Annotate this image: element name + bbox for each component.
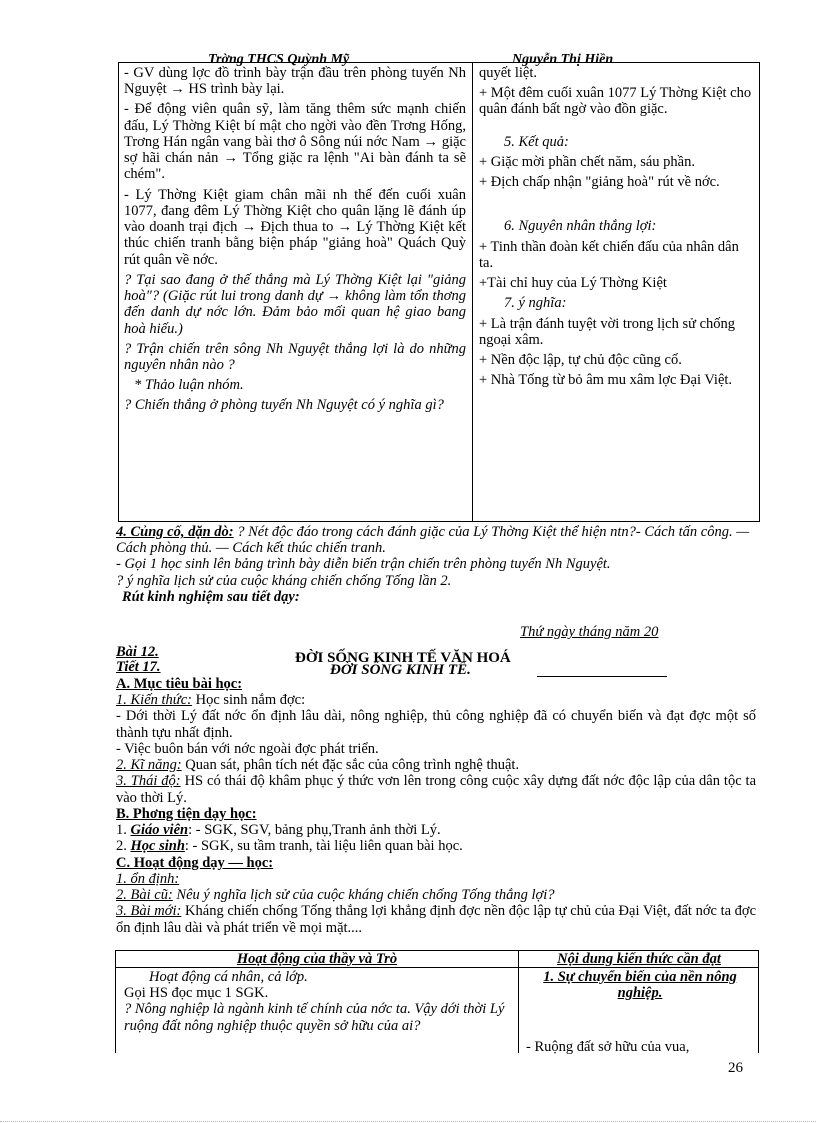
knowledge-text: Học sinh nắm đợc: xyxy=(195,692,306,709)
table-text: Hoạt động cá nhân, cả lớp. xyxy=(149,969,308,985)
consolidation-section xyxy=(116,524,756,605)
lesson-title: ĐỜI SỐNG KINH TẾ VĂN HOÁ xyxy=(295,650,511,666)
right-paragraph: + Địch chấp nhận "giảng hoà" rút về nớc. xyxy=(479,174,720,191)
objectives-section: A. Mục tiêu bài học: 1. Kiến thức: Học sinh nắm đợc: - Dới thời Lý đất nớc ổn định lâu dài, nông nghiệp, thủ công nghiệp đã có chuyển biến và đạt đợc một số thành tựu nhất định. - Việc buôn bán với nớc ngoài đợc phát triển. 2. Kĩ năng: Quan sát, phân tích nét đặc sắc của công trình nghệ thuật. 3. Thái độ: HS có thái độ khâm phục ý thức vơn lên trong công cuộc xây dựng đất nớc độc lập của dân tộc ta vào thời Lý. B. Phơng tiện dạy học: 1. Giáo viên: - SGK, SGV, bảng phụ,Tranh ảnh thời Lý. 2. Học sinh: - SGK, su tầm tranh, tài liệu liên quan bài học. C. Hoạt động dạy — học: 1. ổn định: 2. Bài cũ: Nêu ý nghĩa lịch sử của cuộc kháng chiến chống Tống thắng lợi? 3. Bài mới: Kháng chiến chống Tống thắng lợi khẳng định đợc nền độc lập tự chủ của Đại Việt, đất nớc ta đợc ổn định lâu dài và phát triển về mọi mặt.... xyxy=(116,676,757,936)
col-header-activities: Hoạt động của thầy và Trò xyxy=(236,951,398,967)
right-paragraph: + Nhà Tống từ bỏ âm mu xâm lợc Đại Việt. xyxy=(479,372,733,389)
right-paragraph: + Giặc mời phần chết năm, sáu phần. xyxy=(479,153,695,170)
consolidation-label: 4. Củng cố, dặn dò: xyxy=(116,524,234,540)
activities-heading: C. Hoạt động dạy — học: xyxy=(116,854,274,871)
knowledge-item: - Dới thời Lý đất nớc ổn định lâu dài, nông nghiệp, thủ công nghiệp đã có chuyển biến và đạt đợc một số thành tựu nhất định. xyxy=(116,708,756,741)
continued-lesson-table xyxy=(118,62,760,522)
meaning-heading: 7. ý nghĩa: xyxy=(504,295,567,312)
new-lesson-text: Kháng chiến chống Tống thắng lợi khẳng định đợc nền độc lập tự chủ của Đại Việt, đất nớc ta đợc ổn định lâu dài và phát triển về mọi mặt.... xyxy=(116,903,757,936)
consolidation-text: ? Nét độc đáo trong cách đánh giặc của Lý Thờng Kiệt thể hiện ntn?- Cách tấn công. — Cách phòng thủ. — Cách kết thúc chiến tranh. xyxy=(116,524,750,557)
teacher-label: Giáo viên xyxy=(130,822,189,839)
activity-stabilize: 1. ổn định: xyxy=(116,870,180,887)
teacher-name: Nguyễn Thị Hiền xyxy=(512,52,614,67)
right-paragraph: + Một đêm cuối xuân 1077 Lý Thờng Kiệt cho quân đánh bất ngờ vào đồn giặc. xyxy=(479,85,752,118)
knowledge-label: 1. Kiến thức: xyxy=(116,692,192,709)
left-paragraph: ? Tại sao đang ở thế thắng mà Lý Thờng Kiệt lại "giảng hoà"? (Giặc rút lui trong danh dự → không làm tổn thơng đến danh dự nớc lớn. Đảm bảo mối quan hệ giao bang hoà hiếu.) xyxy=(124,271,466,337)
means-heading: B. Phơng tiện dạy học: xyxy=(116,805,257,822)
table-text: - Ruộng đất sở hữu của vua, xyxy=(526,1039,690,1056)
attitude-text: HS có thái độ khâm phục ý thức vơn lên trong công cuộc xây dựng đất nớc độc lập của dân tộc ta vào thời Lý. xyxy=(116,773,757,806)
left-paragraph: - Lý Thờng Kiệt giam chân mãi nh thế đến cuối xuân 1077, đang đêm Lý Thờng Kiệt cho quân lặng lẽ đánh úp vào doanh trại địch → Địch thua to → Lý Thờng Kiệt kết thúc chiến tranh bằng biện pháp "giảng hoà" Quách Quỳ rút quân về nớc. xyxy=(124,186,466,268)
consolidation-line: ? ý nghĩa lịch sử của cuộc kháng chiến chống Tống lần 2. xyxy=(116,572,452,589)
experience-heading: Rút kinh nghiệm sau tiết dạy: xyxy=(122,588,300,605)
table-left-cell xyxy=(124,969,514,1034)
left-paragraph: - Để động viên quân sỹ, làm tăng thêm sức mạnh chiến đấu, Lý Thờng Kiệt bí mật cho ngời vào đền Trơng Hống, Trơng Hán ngân vang bài thơ ô Sông núi nớc Nam → giặc sợ hãi chán nản → Tổng giặc ra lệnh "Ai bàn đánh ta sẽ chém". xyxy=(124,101,466,183)
teacher-means: : - SGK, SGV, bảng phụ,Tranh ảnh thời Lý. xyxy=(188,822,441,839)
attitude-label: 3. Thái độ: xyxy=(116,773,181,790)
column-divider xyxy=(472,63,473,521)
table-text: Gọi HS đọc mục 1 SGK. xyxy=(124,985,269,1002)
activity-table xyxy=(115,950,759,1056)
right-paragraph: + Tinh thần đoàn kết chiến đấu của nhân dân ta. xyxy=(479,238,739,271)
result-heading: 5. Kết quả: xyxy=(504,133,569,150)
lesson-number: Bài 12. xyxy=(116,644,159,660)
right-paragraph: +Tài chỉ huy của Lý Thờng Kiệt xyxy=(479,275,667,292)
table-text: ? Nông nghiệp là ngành kinh tế chính của nớc ta. Vậy dới thời Lý ruộng đất nông nghiệp thuộc quyền sở hữu của ai? xyxy=(124,1001,505,1034)
objectives-heading: A. Mục tiêu bài học: xyxy=(116,676,243,692)
page-number: 26 xyxy=(728,1060,743,1076)
left-paragraph: ? Trận chiến trên sông Nh Nguyệt thắng lợi là do những nguyên nhân nào ? xyxy=(124,340,466,373)
left-column xyxy=(124,65,466,418)
student-means: : - SGK, su tầm tranh, tài liệu liên quan bài học. xyxy=(184,838,463,855)
period-number: Tiết 17. xyxy=(116,659,161,675)
new-lesson-label: 3. Bài mới: xyxy=(116,903,182,920)
table-right-cell xyxy=(526,969,754,1056)
skill-label: 2. Kĩ năng: xyxy=(116,757,182,774)
lesson-subtitle: ĐỜI SỐNG KINH TẾ. xyxy=(330,662,471,678)
consolidation-line: - Gọi 1 học sinh lên bảng trình bày diễn biến trận chiến trên phòng tuyến Nh Nguyệt. xyxy=(116,556,611,573)
right-paragraph: + Là trận đánh tuyệt vời trong lịch sử chống ngoại xâm. xyxy=(479,315,736,348)
col-header-content: Nội dung kiến thức cần đạt xyxy=(557,951,721,967)
old-lesson-label: 2. Bài cũ: xyxy=(116,887,173,904)
student-label: Học sinh xyxy=(130,838,185,855)
left-paragraph: * Thảo luận nhóm. xyxy=(134,377,244,394)
right-paragraph: quyết liệt. xyxy=(479,65,537,81)
skill-text: Quan sát, phân tích nét đặc sắc của công trình nghệ thuật. xyxy=(185,757,520,774)
page-bottom-border xyxy=(0,1121,816,1122)
cause-heading: 6. Nguyên nhân thắng lợi: xyxy=(504,218,657,235)
school-name: Trờng THCS Quỳnh Mỹ xyxy=(208,52,350,67)
knowledge-item: - Việc buôn bán với nớc ngoài đợc phát triển. xyxy=(116,740,379,757)
table-text: 1. Sự chuyển biến của nền nông nghiệp. xyxy=(543,969,737,1002)
date-line: Thứ ngày tháng năm 20 xyxy=(520,624,659,640)
left-paragraph: ? Chiến thắng ở phòng tuyến Nh Nguyệt có ý nghĩa gì? xyxy=(124,397,444,414)
right-column xyxy=(479,65,755,393)
left-paragraph: - GV dùng lợc đồ trình bày trận đầu trên phòng tuyến Nh Nguyệt → HS trình bày lại. xyxy=(124,65,466,98)
old-lesson-text: Nêu ý nghĩa lịch sử của cuộc kháng chiến chống Tống thắng lợi? xyxy=(176,887,555,904)
right-paragraph: + Nền độc lập, tự chủ độc cũng cố. xyxy=(479,352,682,369)
